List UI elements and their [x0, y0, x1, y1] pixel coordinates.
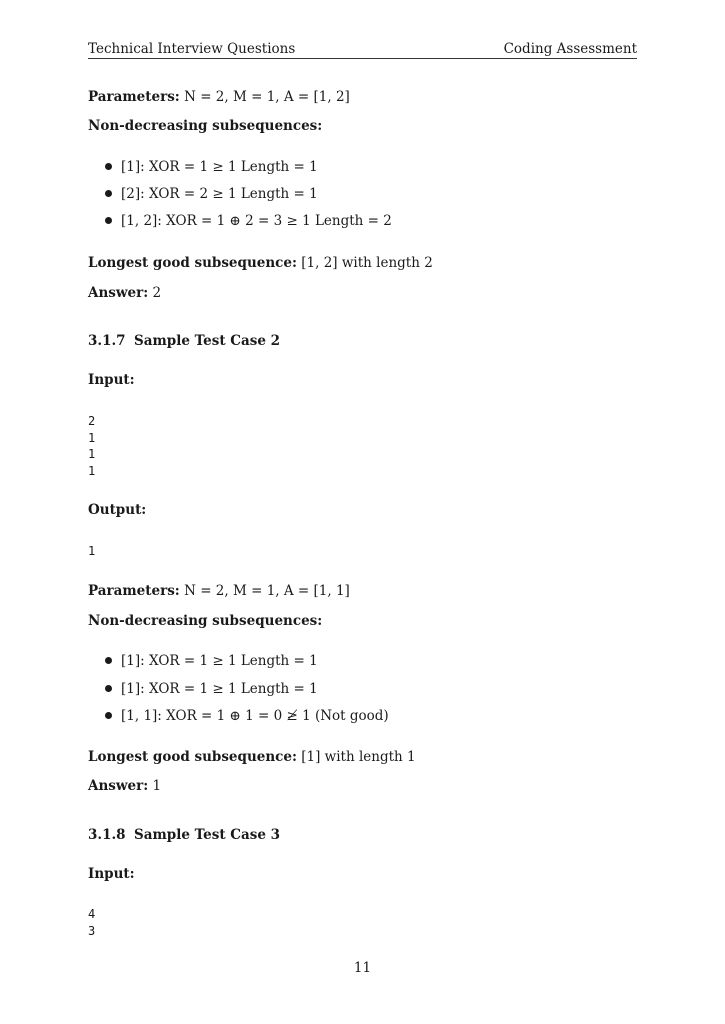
parameters-line [88, 583, 350, 599]
longest-label: Longest good subsequence: [88, 255, 297, 271]
longest-label: Longest good subsequence: [88, 749, 297, 765]
bullet-icon [105, 685, 112, 692]
list-item: [1]: XOR = 1 ≥ 1 Length = 1 [105, 159, 318, 175]
longest-value: [1, 2] with length 2 [301, 255, 433, 271]
answer-value: 2 [152, 285, 162, 301]
output-label: Output: [88, 502, 147, 518]
list-item: [1, 2]: XOR = 1 ⊕ 2 = 3 ≥ 1 Length = 2 [105, 213, 392, 229]
parameters-label: Parameters: [88, 583, 180, 599]
longest-subsequence-line [88, 255, 433, 271]
input-code-block: 4 3 [88, 907, 96, 938]
section-title: Sample Test Case 3 [134, 827, 281, 843]
parameters-line [88, 89, 350, 105]
longest-value: [1] with length 1 [301, 749, 416, 765]
bullet-icon [105, 163, 112, 170]
section-heading [88, 827, 280, 843]
bullet-icon [105, 657, 112, 664]
page-number: 11 [353, 960, 372, 976]
bullet-icon [105, 217, 112, 224]
bullet-icon [105, 190, 112, 197]
input-label: Input: [88, 866, 135, 882]
answer-label: Answer: [88, 778, 149, 794]
subsequences-label: Non-decreasing subsequences: [88, 613, 323, 629]
section-title: Sample Test Case 2 [134, 333, 281, 349]
list-item: [1]: XOR = 1 ≥ 1 Length = 1 [105, 653, 318, 669]
answer-value: 1 [152, 778, 162, 794]
header-rule [88, 58, 637, 59]
subsequences-label: Non-decreasing subsequences: [88, 118, 323, 134]
input-label: Input: [88, 372, 135, 388]
parameters-value: N = 2, M = 1, A = [1, 2] [184, 89, 350, 105]
list-item: [1, 1]: XOR = 1 ⊕ 1 = 0 ≱ 1 (Not good) [105, 708, 389, 724]
list-item: [2]: XOR = 2 ≥ 1 Length = 1 [105, 186, 318, 202]
longest-subsequence-line [88, 749, 416, 765]
section-number: 3.1.8 [88, 827, 126, 843]
running-header-left: Technical Interview Questions [88, 41, 296, 57]
section-number: 3.1.7 [88, 333, 126, 349]
list-item: [1]: XOR = 1 ≥ 1 Length = 1 [105, 681, 318, 697]
answer-line [88, 285, 161, 301]
running-header-right: Coding Assessment [503, 41, 637, 57]
bullet-icon [105, 712, 112, 719]
section-heading [88, 333, 280, 349]
answer-line [88, 778, 161, 794]
input-code-block: 2 1 1 1 [88, 414, 96, 478]
parameters-value: N = 2, M = 1, A = [1, 1] [184, 583, 350, 599]
parameters-label: Parameters: [88, 89, 180, 105]
output-code-block: 1 [88, 544, 96, 558]
answer-label: Answer: [88, 285, 149, 301]
